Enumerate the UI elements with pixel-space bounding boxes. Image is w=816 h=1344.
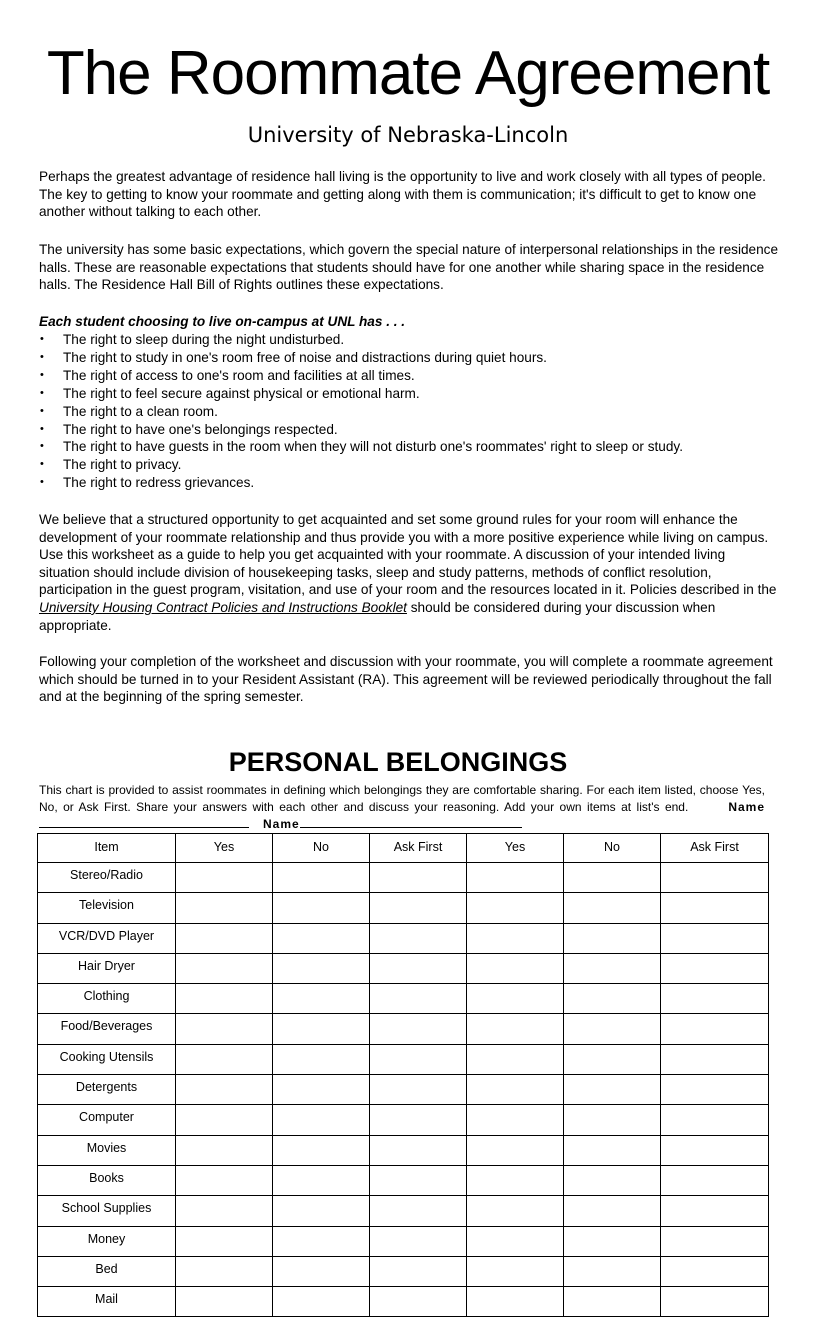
no-cell[interactable] (273, 1165, 370, 1195)
item-cell: Bed (38, 1256, 176, 1286)
item-cell: VCR/DVD Player (38, 923, 176, 953)
yes-cell[interactable] (467, 1075, 564, 1105)
ask-first-cell[interactable] (370, 863, 467, 893)
table-row (38, 953, 769, 983)
rights-item: • The right of access to one's room and facilities at all times. (39, 367, 779, 385)
ask-first-cell[interactable] (661, 1044, 769, 1074)
table-header-row (38, 834, 769, 863)
name-label-1: Name (728, 800, 765, 815)
ask-first-cell[interactable] (661, 1105, 769, 1135)
item-cell: Mail (38, 1287, 176, 1317)
table-row (38, 1165, 769, 1195)
structure-paragraph (39, 511, 779, 634)
column-header-yes: Yes (467, 834, 564, 863)
item-cell: Television (38, 893, 176, 923)
yes-cell[interactable] (467, 1135, 564, 1165)
item-cell: School Supplies (38, 1196, 176, 1226)
yes-cell[interactable] (176, 863, 273, 893)
no-cell[interactable] (564, 984, 661, 1014)
intro-paragraph-1: Perhaps the greatest advantage of residence hall living is the opportunity to live and work closely with all types of people. The key to getting to know your roommate and getting along with them is communication; it's difficult to get to know one another without talking to each other. (39, 169, 766, 220)
ask-first-cell[interactable] (661, 1165, 769, 1195)
table-row (38, 1075, 769, 1105)
yes-cell[interactable] (467, 953, 564, 983)
no-cell[interactable] (273, 1287, 370, 1317)
ask-first-cell[interactable] (370, 1287, 467, 1317)
item-cell: Hair Dryer (38, 953, 176, 983)
column-header-ask-first: Ask First (661, 834, 769, 863)
ask-first-cell[interactable] (370, 1135, 467, 1165)
table-row (38, 1105, 769, 1135)
column-header-item: Item (38, 834, 176, 863)
table-row (38, 1226, 769, 1256)
ask-first-cell[interactable] (661, 863, 769, 893)
no-cell[interactable] (564, 893, 661, 923)
ask-first-cell[interactable] (370, 1196, 467, 1226)
rights-lead: Each student choosing to live on-campus at UNL has . . . (39, 314, 406, 329)
structure-text-before: We believe that a structured opportunity to get acquainted and set some ground rules for your room will enhance the development of your roommate relationship and thus provide you with a more positive experience while living on campus. Use this worksheet as a guide to help you get acquainted with your roommate. A discussion of your intended living situation should include division of housekeeping tasks, sleep and study patterns, methods of conflict resolution, participation in the guest program, visitation, and use of your room and the resources located in it. Policies described in the (39, 512, 777, 598)
yes-cell[interactable] (467, 1196, 564, 1226)
table-row (38, 893, 769, 923)
no-cell[interactable] (564, 1226, 661, 1256)
ask-first-cell[interactable] (370, 1256, 467, 1286)
item-cell: Detergents (38, 1075, 176, 1105)
no-cell[interactable] (273, 1226, 370, 1256)
no-cell[interactable] (564, 1165, 661, 1195)
yes-cell[interactable] (176, 1256, 273, 1286)
yes-cell[interactable] (176, 1135, 273, 1165)
no-cell[interactable] (273, 1075, 370, 1105)
ask-first-cell[interactable] (661, 953, 769, 983)
name-field-1[interactable] (39, 816, 249, 828)
ask-first-cell[interactable] (370, 1105, 467, 1135)
table-row (38, 1044, 769, 1074)
ask-first-cell[interactable] (661, 1196, 769, 1226)
rights-list (39, 331, 779, 492)
table-row (38, 1287, 769, 1317)
no-cell[interactable] (273, 863, 370, 893)
yes-cell[interactable] (467, 1014, 564, 1044)
item-cell: Clothing (38, 984, 176, 1014)
ask-first-cell[interactable] (661, 1135, 769, 1165)
belongings-table-body (38, 863, 769, 1317)
item-cell: Movies (38, 1135, 176, 1165)
table-row (38, 1135, 769, 1165)
no-cell[interactable] (273, 893, 370, 923)
no-cell[interactable] (564, 953, 661, 983)
no-cell[interactable] (564, 1044, 661, 1074)
ask-first-cell[interactable] (661, 1226, 769, 1256)
no-cell[interactable] (564, 1105, 661, 1135)
yes-cell[interactable] (467, 1165, 564, 1195)
column-header-no: No (564, 834, 661, 863)
column-header-yes: Yes (176, 834, 273, 863)
yes-cell[interactable] (467, 1044, 564, 1074)
yes-cell[interactable] (467, 1226, 564, 1256)
column-header-no: No (273, 834, 370, 863)
no-cell[interactable] (273, 1105, 370, 1135)
ask-first-cell[interactable] (661, 1075, 769, 1105)
yes-cell[interactable] (467, 893, 564, 923)
ask-first-cell[interactable] (370, 953, 467, 983)
ask-first-cell[interactable] (661, 893, 769, 923)
rights-item: • The right to privacy. (39, 456, 779, 474)
table-row (38, 1196, 769, 1226)
yes-cell[interactable] (176, 1075, 273, 1105)
yes-cell[interactable] (176, 953, 273, 983)
ask-first-cell[interactable] (370, 1226, 467, 1256)
ask-first-cell[interactable] (661, 1014, 769, 1044)
item-cell: Money (38, 1226, 176, 1256)
yes-cell[interactable] (467, 1287, 564, 1317)
ask-first-cell[interactable] (370, 984, 467, 1014)
rights-item: • The right to have guests in the room when they will not disturb one's roommates' right to sleep or study. (39, 438, 779, 456)
no-cell[interactable] (273, 953, 370, 983)
yes-cell[interactable] (467, 1105, 564, 1135)
rights-item: • The right to a clean room. (39, 403, 779, 421)
rights-item: • The right to study in one's room free of noise and distractions during quiet hours. (39, 349, 779, 367)
item-cell: Food/Beverages (38, 1014, 176, 1044)
no-cell[interactable] (564, 1014, 661, 1044)
page-subtitle: University of Nebraska-Lincoln (247, 123, 569, 147)
ask-first-cell[interactable] (661, 923, 769, 953)
no-cell[interactable] (564, 1075, 661, 1105)
rights-item: • The right to have one's belongings respected. (39, 421, 779, 439)
ask-first-cell[interactable] (370, 893, 467, 923)
policies-booklet-reference: University Housing Contract Policies and Instructions Booklet (39, 599, 407, 615)
yes-cell[interactable] (467, 1256, 564, 1286)
ask-first-cell[interactable] (370, 1075, 467, 1105)
completion-paragraph: Following your completion of the worksheet and discussion with your roommate, you will complete a roommate agreement which should be turned in to your Resident Assistant (RA). This agreement will be reviewed periodically throughout the fall and at the beginning of the spring semester. (39, 654, 773, 705)
item-cell: Books (38, 1165, 176, 1195)
yes-cell[interactable] (176, 1044, 273, 1074)
table-row (38, 863, 769, 893)
no-cell[interactable] (273, 1196, 370, 1226)
yes-cell[interactable] (176, 1287, 273, 1317)
name-field-2[interactable] (300, 816, 522, 828)
yes-cell[interactable] (467, 863, 564, 893)
page-title: The Roommate Agreement (46, 39, 770, 108)
no-cell[interactable] (273, 984, 370, 1014)
no-cell[interactable] (564, 923, 661, 953)
yes-cell[interactable] (467, 984, 564, 1014)
belongings-table (37, 833, 769, 1317)
no-cell[interactable] (564, 863, 661, 893)
name-label-2: Name (263, 817, 300, 832)
no-cell[interactable] (564, 1287, 661, 1317)
ask-first-cell[interactable] (370, 1165, 467, 1195)
belongings-heading: PERSONAL BELONGINGS (228, 747, 568, 777)
yes-cell[interactable] (176, 984, 273, 1014)
yes-cell[interactable] (467, 923, 564, 953)
no-cell[interactable] (273, 923, 370, 953)
ask-first-cell[interactable] (661, 1256, 769, 1286)
yes-cell[interactable] (176, 1165, 273, 1195)
no-cell[interactable] (273, 1014, 370, 1044)
ask-first-cell[interactable] (370, 1044, 467, 1074)
rights-item: • The right to sleep during the night undisturbed. (39, 331, 779, 349)
yes-cell[interactable] (176, 1226, 273, 1256)
yes-cell[interactable] (176, 923, 273, 953)
ask-first-cell[interactable] (661, 1287, 769, 1317)
yes-cell[interactable] (176, 1105, 273, 1135)
table-row (38, 984, 769, 1014)
yes-cell[interactable] (176, 1196, 273, 1226)
table-row (38, 1014, 769, 1044)
rights-item: • The right to redress grievances. (39, 474, 779, 492)
no-cell[interactable] (273, 1256, 370, 1286)
column-header-ask-first: Ask First (370, 834, 467, 863)
structure-text-after: should be considered during your discussion when appropriate. (39, 599, 716, 633)
ask-first-cell[interactable] (661, 984, 769, 1014)
no-cell[interactable] (273, 1135, 370, 1165)
item-cell: Computer (38, 1105, 176, 1135)
intro-paragraph-2: The university has some basic expectations, which govern the special nature of interpersonal relationships in the residence halls. These are reasonable expectations that students should have for one another while sharing space in the residence halls. The Residence Hall Bill of Rights outlines these expectations. (39, 242, 779, 293)
no-cell[interactable] (564, 1256, 661, 1286)
ask-first-cell[interactable] (370, 923, 467, 953)
item-cell: Stereo/Radio (38, 863, 176, 893)
no-cell[interactable] (564, 1196, 661, 1226)
table-row (38, 1256, 769, 1286)
no-cell[interactable] (564, 1135, 661, 1165)
belongings-instructions (39, 782, 765, 834)
yes-cell[interactable] (176, 1014, 273, 1044)
ask-first-cell[interactable] (370, 1014, 467, 1044)
no-cell[interactable] (273, 1044, 370, 1074)
instructions-text: This chart is provided to assist roommates in defining which belongings they are comfortable sharing. For each item listed, choose Yes, No, or Ask First. Share your answers with each other and discuss your reasoning. Add your own items at list's end. (39, 783, 765, 815)
yes-cell[interactable] (176, 893, 273, 923)
table-row (38, 923, 769, 953)
item-cell: Cooking Utensils (38, 1044, 176, 1074)
rights-item: • The right to feel secure against physical or emotional harm. (39, 385, 779, 403)
